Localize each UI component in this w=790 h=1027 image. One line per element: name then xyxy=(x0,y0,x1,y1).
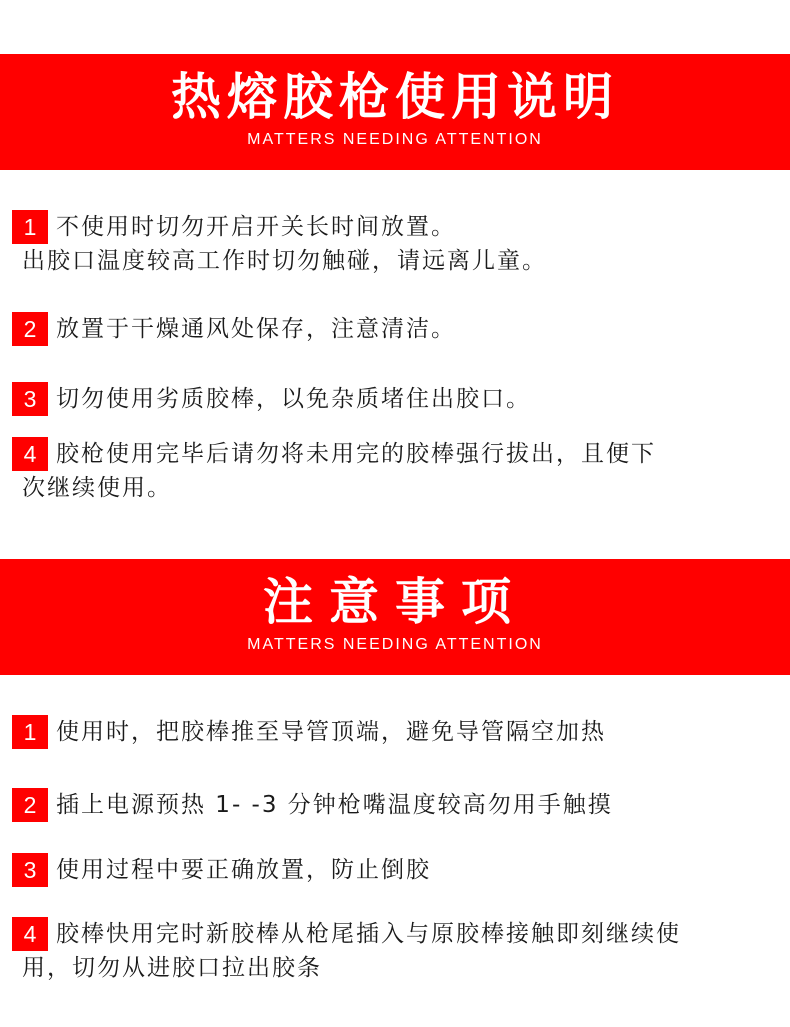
section1-title: 热熔胶枪使用说明 xyxy=(171,68,619,126)
section2-banner xyxy=(0,559,790,675)
item-text: 使用过程中要正确放置，防止倒胶 xyxy=(56,857,431,883)
item-text-cont: 用，切勿从进胶口拉出胶条 xyxy=(22,955,322,981)
item-text: 胶棒快用完时新胶棒从枪尾插入与原胶棒接触即刻继续使 xyxy=(56,921,681,947)
section1-item-1 xyxy=(12,210,778,278)
item-text: 不使用时切勿开启开关长时间放置。 xyxy=(56,214,456,240)
number-badge: 4 xyxy=(12,437,48,471)
item-text: 切勿使用劣质胶棒，以免杂质堵住出胶口。 xyxy=(56,386,531,412)
number-badge: 1 xyxy=(12,210,48,244)
section2-item-1 xyxy=(12,715,778,749)
item-text: 插上电源预热 1- -3 分钟枪嘴温度较高勿用手触摸 xyxy=(56,792,613,818)
number-badge: 3 xyxy=(12,853,48,887)
item-text-cont: 次继续使用。 xyxy=(22,475,172,501)
item-text: 使用时，把胶棒推至导管顶端，避免导管隔空加热 xyxy=(56,719,606,745)
section2-subtitle: MATTERS NEEDING ATTENTION xyxy=(247,636,543,653)
number-badge: 3 xyxy=(12,382,48,416)
section2-item-4 xyxy=(12,917,778,985)
number-badge: 2 xyxy=(12,312,48,346)
number-badge: 2 xyxy=(12,788,48,822)
section1-item-3 xyxy=(12,382,778,416)
number-badge: 1 xyxy=(12,715,48,749)
section1-item-4 xyxy=(12,437,778,505)
item-text: 放置于干燥通风处保存，注意清洁。 xyxy=(56,316,456,342)
number-badge: 4 xyxy=(12,917,48,951)
section2-item-3 xyxy=(12,853,778,887)
section1-banner xyxy=(0,54,790,170)
section2-title: 注意事项 xyxy=(263,573,527,631)
section1-item-2 xyxy=(12,312,778,346)
item-text-cont: 出胶口温度较高工作时切勿触碰，请远离儿童。 xyxy=(22,248,547,274)
item-text: 胶枪使用完毕后请勿将未用完的胶棒强行拔出，且便下 xyxy=(56,441,656,467)
section2-item-2 xyxy=(12,788,778,822)
section1-subtitle: MATTERS NEEDING ATTENTION xyxy=(247,131,543,148)
